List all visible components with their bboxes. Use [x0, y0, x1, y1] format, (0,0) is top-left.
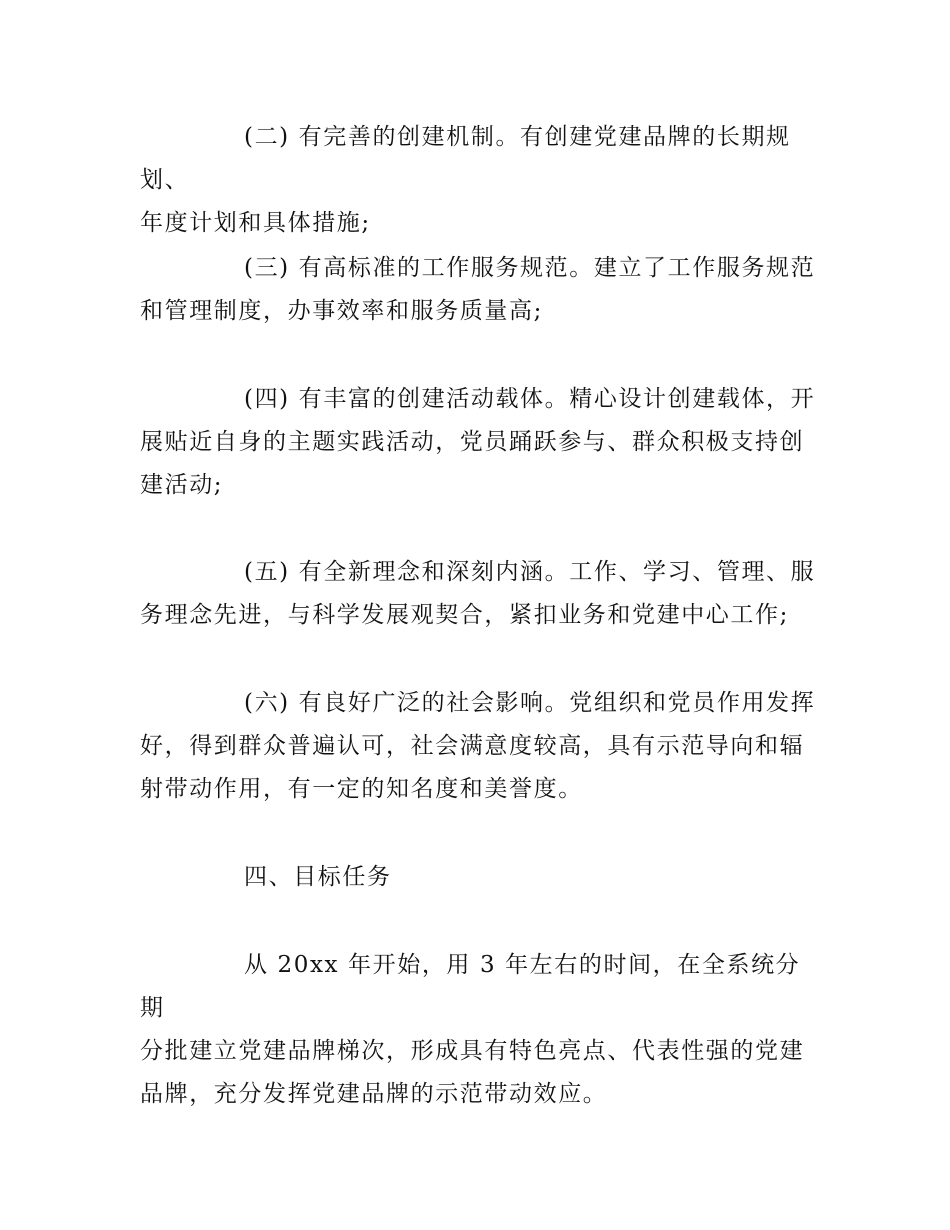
section-heading: 四、目标任务: [244, 864, 392, 890]
paragraph-line: 射带动作用，有一定的知名度和美誉度。: [140, 776, 583, 802]
paragraph-activity-carrier: [140, 378, 820, 507]
paragraph-line: (五) 有全新理念和深刻内涵。工作、学习、管理、服: [244, 559, 816, 585]
paragraph-line: 从 20xx 年开始，用 3 年左右的时间，在全系统分期: [140, 952, 801, 1021]
paragraph-new-concept: [140, 551, 820, 637]
paragraph-line: 品牌，充分发挥党建品牌的示范带动效应。: [140, 1081, 608, 1107]
paragraph-line: (四) 有丰富的创建活动载体。精心设计创建载体，开: [244, 386, 816, 412]
paragraph-mechanism: [140, 116, 820, 245]
paragraph-line: 务理念先进，与科学发展观契合，紧扣业务和党建中心工作;: [140, 602, 789, 628]
paragraph-goal: [140, 944, 820, 1116]
paragraph-service-standard: [140, 247, 820, 333]
paragraph-line: 和管理制度，办事效率和服务质量高;: [140, 298, 543, 324]
paragraph-line: (三) 有高标准的工作服务规范。建立了工作服务规范: [244, 255, 816, 281]
paragraph-line: 年度计划和具体措施;: [140, 210, 371, 236]
paragraph-line: (二) 有完善的创建机制。有创建党建品牌的长期规划、: [140, 124, 791, 193]
paragraph-line: 好，得到群众普遍认可，社会满意度较高，具有示范导向和辐: [140, 733, 805, 759]
paragraph-line: 建活动;: [140, 472, 224, 498]
paragraph-line: 分批建立党建品牌梯次，形成具有特色亮点、代表性强的党建: [140, 1038, 805, 1064]
paragraph-line: 展贴近自身的主题实践活动，党员踊跃参与、群众积极支持创: [140, 429, 805, 455]
paragraph-social-influence: [140, 682, 820, 811]
paragraph-line: (六) 有良好广泛的社会影响。党组织和党员作用发挥: [244, 690, 816, 716]
